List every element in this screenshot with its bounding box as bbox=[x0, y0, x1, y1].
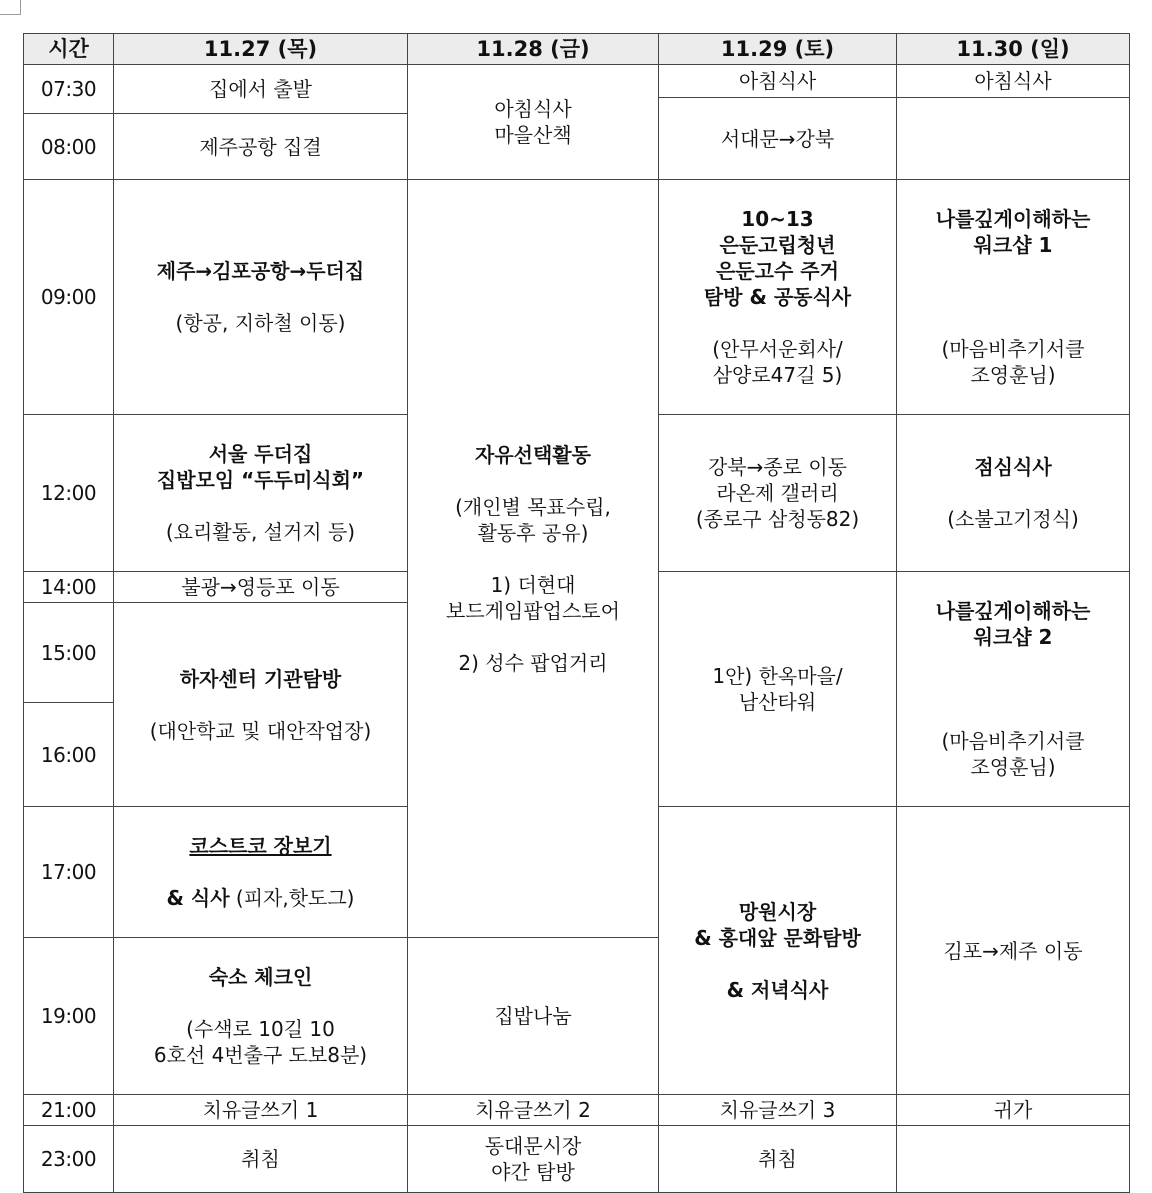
d2-free-note: (개인별 목표수립, 활동후 공유) 1) 더현대 보드게임팝업스토어 2) 성수 팝업거리 bbox=[446, 494, 620, 675]
time-0730: 07:30 bbox=[24, 65, 114, 114]
cell-d4-breakfast: 아침식사 bbox=[897, 65, 1130, 98]
cell-d1-writing: 치유글쓰기 1 bbox=[114, 1095, 408, 1126]
header-day-4: 11.30 (일) bbox=[897, 34, 1130, 65]
cell-d1-meal bbox=[114, 415, 408, 572]
cell-d1-costco bbox=[114, 807, 408, 938]
time-0800: 08:00 bbox=[24, 114, 114, 180]
d3-market-title: 망원시장 & 홍대앞 문화탐방 bbox=[694, 899, 861, 950]
d4-lunch-title: 점심식사 bbox=[974, 455, 1052, 479]
d1-move-title: 제주→김포공항→두더집 bbox=[156, 259, 365, 283]
cell-d1-move bbox=[114, 180, 408, 415]
cell-d3-hanok: 1안) 한옥마을/ 남산타워 bbox=[659, 572, 897, 807]
d1-costco-title: 코스트코 장보기 bbox=[189, 834, 332, 858]
header-day-2: 11.28 (금) bbox=[408, 34, 659, 65]
header-day-3: 11.29 (토) bbox=[659, 34, 897, 65]
d3-visit-note: (안무서운회사/ 삼양로47길 5) bbox=[712, 337, 843, 387]
d4-workshop2-note: (마음비추기서클 조영훈님) bbox=[941, 729, 1085, 779]
cell-d3-writing: 치유글쓰기 3 bbox=[659, 1095, 897, 1126]
d1-visit-note: (대안학교 및 대안작업장) bbox=[149, 718, 372, 743]
time-1700: 17:00 bbox=[24, 807, 114, 938]
cell-d4-return-move: 김포→제주 이동 bbox=[897, 807, 1130, 1095]
time-1500: 15:00 bbox=[24, 603, 114, 703]
d4-workshop1-note: (마음비추기서클 조영훈님) bbox=[941, 337, 1085, 387]
cell-d2-dinner: 집밥나눔 bbox=[408, 938, 659, 1095]
cell-d3-move: 서대문→강북 bbox=[659, 98, 897, 180]
cell-d4-workshop-2 bbox=[897, 572, 1130, 807]
d1-checkin-title: 숙소 체크인 bbox=[208, 965, 313, 989]
cell-d4-empty-morning bbox=[897, 98, 1130, 180]
cell-d2-free-activity bbox=[408, 180, 659, 938]
time-1200: 12:00 bbox=[24, 415, 114, 572]
cell-d1-move2: 불광→영등포 이동 bbox=[114, 572, 408, 603]
d3-market-note: & 저녁식사 bbox=[726, 977, 829, 1002]
d1-costco-amp: & 식사 bbox=[166, 886, 230, 910]
table-row bbox=[24, 1095, 1130, 1126]
d1-meal-note: (요리활동, 설거지 등) bbox=[165, 520, 356, 544]
d4-lunch-note: (소불고기정식) bbox=[947, 507, 1079, 531]
cell-d2-morning: 아침식사 마을산책 bbox=[408, 65, 659, 180]
spreadsheet-corner-marker bbox=[0, 0, 21, 15]
cell-d4-lunch bbox=[897, 415, 1130, 572]
itinerary-table bbox=[23, 33, 1130, 1193]
cell-d2-writing: 치유글쓰기 2 bbox=[408, 1095, 659, 1126]
header-row bbox=[24, 34, 1130, 65]
time-1900: 19:00 bbox=[24, 938, 114, 1095]
table-row bbox=[24, 180, 1130, 415]
cell-d3-gallery: 강북→종로 이동 라온제 갤러리 (종로구 삼청동82) bbox=[659, 415, 897, 572]
cell-d4-home: 귀가 bbox=[897, 1095, 1130, 1126]
cell-d2-night-tour: 동대문시장 야간 탐방 bbox=[408, 1126, 659, 1193]
cell-d3-visit bbox=[659, 180, 897, 415]
cell-d3-breakfast: 아침식사 bbox=[659, 65, 897, 98]
time-1600: 16:00 bbox=[24, 703, 114, 807]
table-row bbox=[24, 1126, 1130, 1193]
header-day-1: 11.27 (목) bbox=[114, 34, 408, 65]
time-2300: 23:00 bbox=[24, 1126, 114, 1193]
cell-d4-workshop-1 bbox=[897, 180, 1130, 415]
cell-d4-empty-night bbox=[897, 1126, 1130, 1193]
d1-meal-title: 서울 두더집 집밥모임 “두두미식회” bbox=[156, 442, 365, 492]
cell-d3-sleep: 취침 bbox=[659, 1126, 897, 1193]
d1-visit-title: 하자센터 기관탐방 bbox=[179, 666, 342, 691]
table-row bbox=[24, 65, 1130, 98]
time-2100: 21:00 bbox=[24, 1095, 114, 1126]
d1-costco-note: (피자,핫도그) bbox=[229, 886, 355, 910]
d4-workshop1-title: 나를깊게이해하는 워크샵 1 bbox=[935, 207, 1091, 257]
d1-move-note: (항공, 지하철 이동) bbox=[175, 311, 346, 335]
d1-checkin-note: (수색로 10길 10 6호선 4번출구 도보8분) bbox=[153, 1017, 368, 1067]
d3-visit-title: 10~13 은둔고립청년 은둔고수 주거 탐방 & 공동식사 bbox=[703, 207, 852, 309]
d4-workshop2-title: 나를깊게이해하는 워크샵 2 bbox=[935, 599, 1091, 649]
cell-d1-visit bbox=[114, 603, 408, 807]
cell-d1-depart: 집에서 출발 bbox=[114, 65, 408, 114]
time-0900: 09:00 bbox=[24, 180, 114, 415]
header-time: 시간 bbox=[24, 34, 114, 65]
cell-d1-sleep: 취침 bbox=[114, 1126, 408, 1193]
d2-free-title: 자유선택활동 bbox=[475, 442, 591, 467]
cell-d3-market bbox=[659, 807, 897, 1095]
cell-d1-gather: 제주공항 집결 bbox=[114, 114, 408, 180]
time-1400: 14:00 bbox=[24, 572, 114, 603]
cell-d1-checkin bbox=[114, 938, 408, 1095]
